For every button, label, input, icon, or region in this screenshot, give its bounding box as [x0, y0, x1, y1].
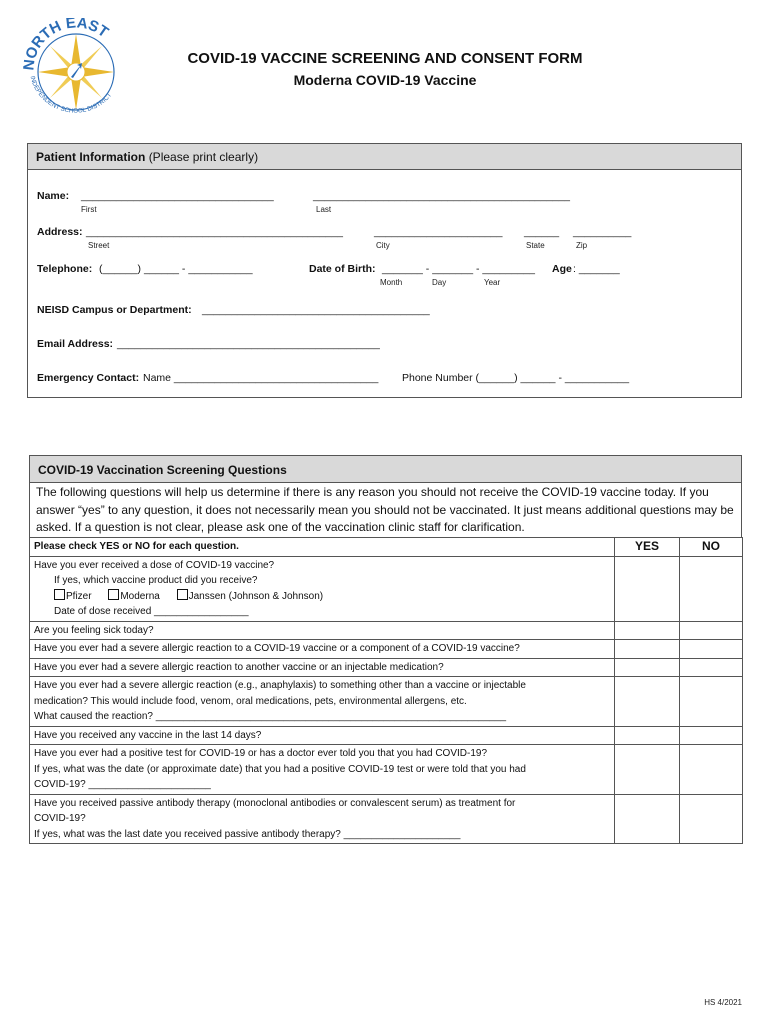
city-caption: City — [376, 241, 390, 250]
general-allergy-yes-cell[interactable] — [615, 677, 680, 727]
question-recent-vaccine: Have you received any vaccine in the last 14 days? — [30, 726, 615, 745]
campus-label: NEISD Campus or Department: — [37, 304, 192, 316]
first-name-field[interactable]: _________________________________ — [81, 190, 274, 202]
general-allergy-line-1: Have you ever had a severe allergic reaction (e.g., anaphylaxis) to something other than a vaccine or injectable — [34, 680, 526, 691]
janssen-checkbox[interactable] — [177, 589, 188, 600]
positive-test-line-1: Have you ever had a positive test for COVID-19 or has a doctor ever told you that you had COVID-19? — [34, 748, 488, 759]
last-name-field[interactable]: ____________________________________________ — [313, 190, 570, 202]
general-allergy-line-2: medication? This would include food, venom, oral medications, pets, environmental allergens, etc. — [34, 695, 467, 707]
other-vaccine-allergy-no-cell[interactable] — [680, 658, 743, 677]
pfizer-checkbox[interactable] — [54, 589, 65, 600]
first-name-caption: First — [81, 205, 97, 214]
feeling-sick-no-cell[interactable] — [680, 621, 743, 640]
state-caption: State — [526, 241, 545, 250]
antibody-therapy-line-2: COVID-19? — [34, 813, 86, 824]
state-field[interactable]: ______ — [524, 226, 560, 238]
instruction-cell: Please check YES or NO for each question. — [30, 538, 615, 557]
telephone-field[interactable]: (______) ______ - ___________ — [99, 263, 253, 275]
recent-vaccine-no-cell[interactable] — [680, 726, 743, 745]
janssen-option-label: Janssen (Johnson & Johnson) — [188, 590, 324, 602]
question-prior-dose — [30, 556, 615, 621]
question-other-vaccine-allergy: Have you ever had a severe allergic reaction to another vaccine or an injectable medication? — [30, 658, 615, 677]
antibody-therapy-date-field[interactable]: If yes, what was the last date you received passive antibody therapy? _____________________ — [34, 828, 461, 840]
emergency-contact-label: Emergency Contact: — [37, 372, 140, 384]
screening-header-row — [30, 538, 743, 557]
question-row-covid-vaccine-allergy — [30, 640, 743, 659]
campus-field[interactable]: _______________________________________ — [202, 304, 430, 316]
street-field[interactable]: ____________________________________________ — [86, 226, 343, 238]
positive-test-no-cell[interactable] — [680, 745, 743, 795]
prior-dose-no-cell[interactable] — [680, 556, 743, 621]
emergency-phone-field[interactable]: Phone Number (______) ______ - ___________ — [402, 372, 630, 384]
day-caption: Day — [432, 278, 447, 287]
question-antibody-therapy — [30, 794, 615, 844]
patient-information-title: Patient Information — [36, 150, 146, 164]
screening-questions-table — [29, 537, 743, 844]
age-field[interactable]: : _______ — [573, 263, 620, 275]
question-prior-dose-text: Have you ever received a dose of COVID-19 vaccine? — [34, 559, 275, 571]
form-title: COVID-19 VACCINE SCREENING AND CONSENT FORM — [187, 50, 583, 67]
general-allergy-no-cell[interactable] — [680, 677, 743, 727]
question-row-feeling-sick — [30, 621, 743, 640]
question-row-positive-test — [30, 745, 743, 795]
logo-graphic — [20, 18, 132, 118]
positive-test-yes-cell[interactable] — [615, 745, 680, 795]
question-row-antibody-therapy — [30, 794, 743, 844]
positive-test-date-field[interactable]: COVID-19? ______________________ — [34, 779, 211, 790]
screening-title: COVID-19 Vaccination Screening Questions — [38, 463, 287, 477]
district-logo — [20, 18, 132, 118]
question-general-allergy — [30, 677, 615, 727]
question-row-recent-vaccine — [30, 726, 743, 745]
patient-information-header — [28, 144, 741, 170]
feeling-sick-yes-cell[interactable] — [615, 621, 680, 640]
prior-dose-yes-cell[interactable] — [615, 556, 680, 621]
question-row-other-vaccine-allergy — [30, 658, 743, 677]
telephone-label: Telephone: — [37, 263, 93, 275]
other-vaccine-allergy-yes-cell[interactable] — [615, 658, 680, 677]
patient-information-note: (Please print clearly) — [148, 150, 259, 164]
moderna-option-label: Moderna — [120, 590, 160, 602]
zip-caption: Zip — [576, 241, 588, 250]
no-column-header: NO — [680, 538, 743, 557]
date-of-birth-label: Date of Birth: — [309, 263, 376, 275]
vaccine-product-options — [34, 589, 610, 605]
recent-vaccine-yes-cell[interactable] — [615, 726, 680, 745]
reaction-cause-field[interactable]: What caused the reaction? _______________________________________________________________ — [34, 711, 507, 722]
antibody-therapy-no-cell[interactable] — [680, 794, 743, 844]
year-caption: Year — [484, 278, 501, 287]
antibody-therapy-yes-cell[interactable] — [615, 794, 680, 844]
logo-top-text: NORTH EAST — [20, 18, 112, 72]
dose-date-field[interactable]: Date of dose received _________________ — [54, 606, 249, 617]
city-field[interactable]: ______________________ — [374, 226, 503, 238]
question-row-prior-dose — [30, 556, 743, 621]
month-caption: Month — [380, 278, 403, 287]
email-field[interactable]: _____________________________________________ — [117, 338, 380, 350]
yes-column-header: YES — [615, 538, 680, 557]
address-label: Address: — [37, 226, 83, 238]
covid-vaccine-allergy-no-cell[interactable] — [680, 640, 743, 659]
email-label: Email Address: — [37, 338, 114, 350]
screening-intro: The following questions will help us determine if there is any reason you should not receive the COVID-19 vaccine today. If you answer “yes” to any question, it does not necessarily mean you should not be vaccinated. It just means additional questions may be asked. If a question is not clear, please ask one of the vaccination clinic staff for clarification. — [36, 485, 734, 534]
moderna-checkbox[interactable] — [108, 589, 119, 600]
question-row-general-allergy — [30, 677, 743, 727]
last-name-caption: Last — [316, 205, 332, 214]
date-of-birth-field[interactable]: _______ - _______ - _________ — [382, 263, 535, 275]
vaccine-product-prompt: If yes, which vaccine product did you receive? — [54, 575, 258, 586]
covid-vaccine-allergy-yes-cell[interactable] — [615, 640, 680, 659]
question-feeling-sick: Are you feeling sick today? — [30, 621, 615, 640]
form-code: HS 4/2021 — [704, 998, 742, 1007]
pfizer-option-label: Pfizer — [66, 590, 92, 602]
emergency-name-field[interactable]: Name ___________________________________ — [143, 372, 379, 384]
antibody-therapy-line-1: Have you received passive antibody therapy (monoclonal antibodies or convalescent serum) as treatment for — [34, 797, 516, 809]
question-positive-test — [30, 745, 615, 795]
screening-header — [30, 456, 741, 483]
form-subtitle: Moderna COVID-19 Vaccine — [293, 72, 477, 88]
name-label: Name: — [37, 190, 70, 202]
street-caption: Street — [88, 241, 110, 250]
logo-bottom-text: INDEPENDENT SCHOOL DISTRICT — [28, 75, 114, 115]
age-label: Age — [552, 263, 572, 275]
positive-test-line-2: If yes, what was the date (or approximate date) that you had a positive COVID-19 test or were told that you had — [34, 763, 526, 775]
zip-field[interactable]: __________ — [573, 226, 632, 238]
question-covid-vaccine-allergy: Have you ever had a severe allergic reaction to a COVID-19 vaccine or a component of a COVID-19 vaccine? — [30, 640, 615, 659]
